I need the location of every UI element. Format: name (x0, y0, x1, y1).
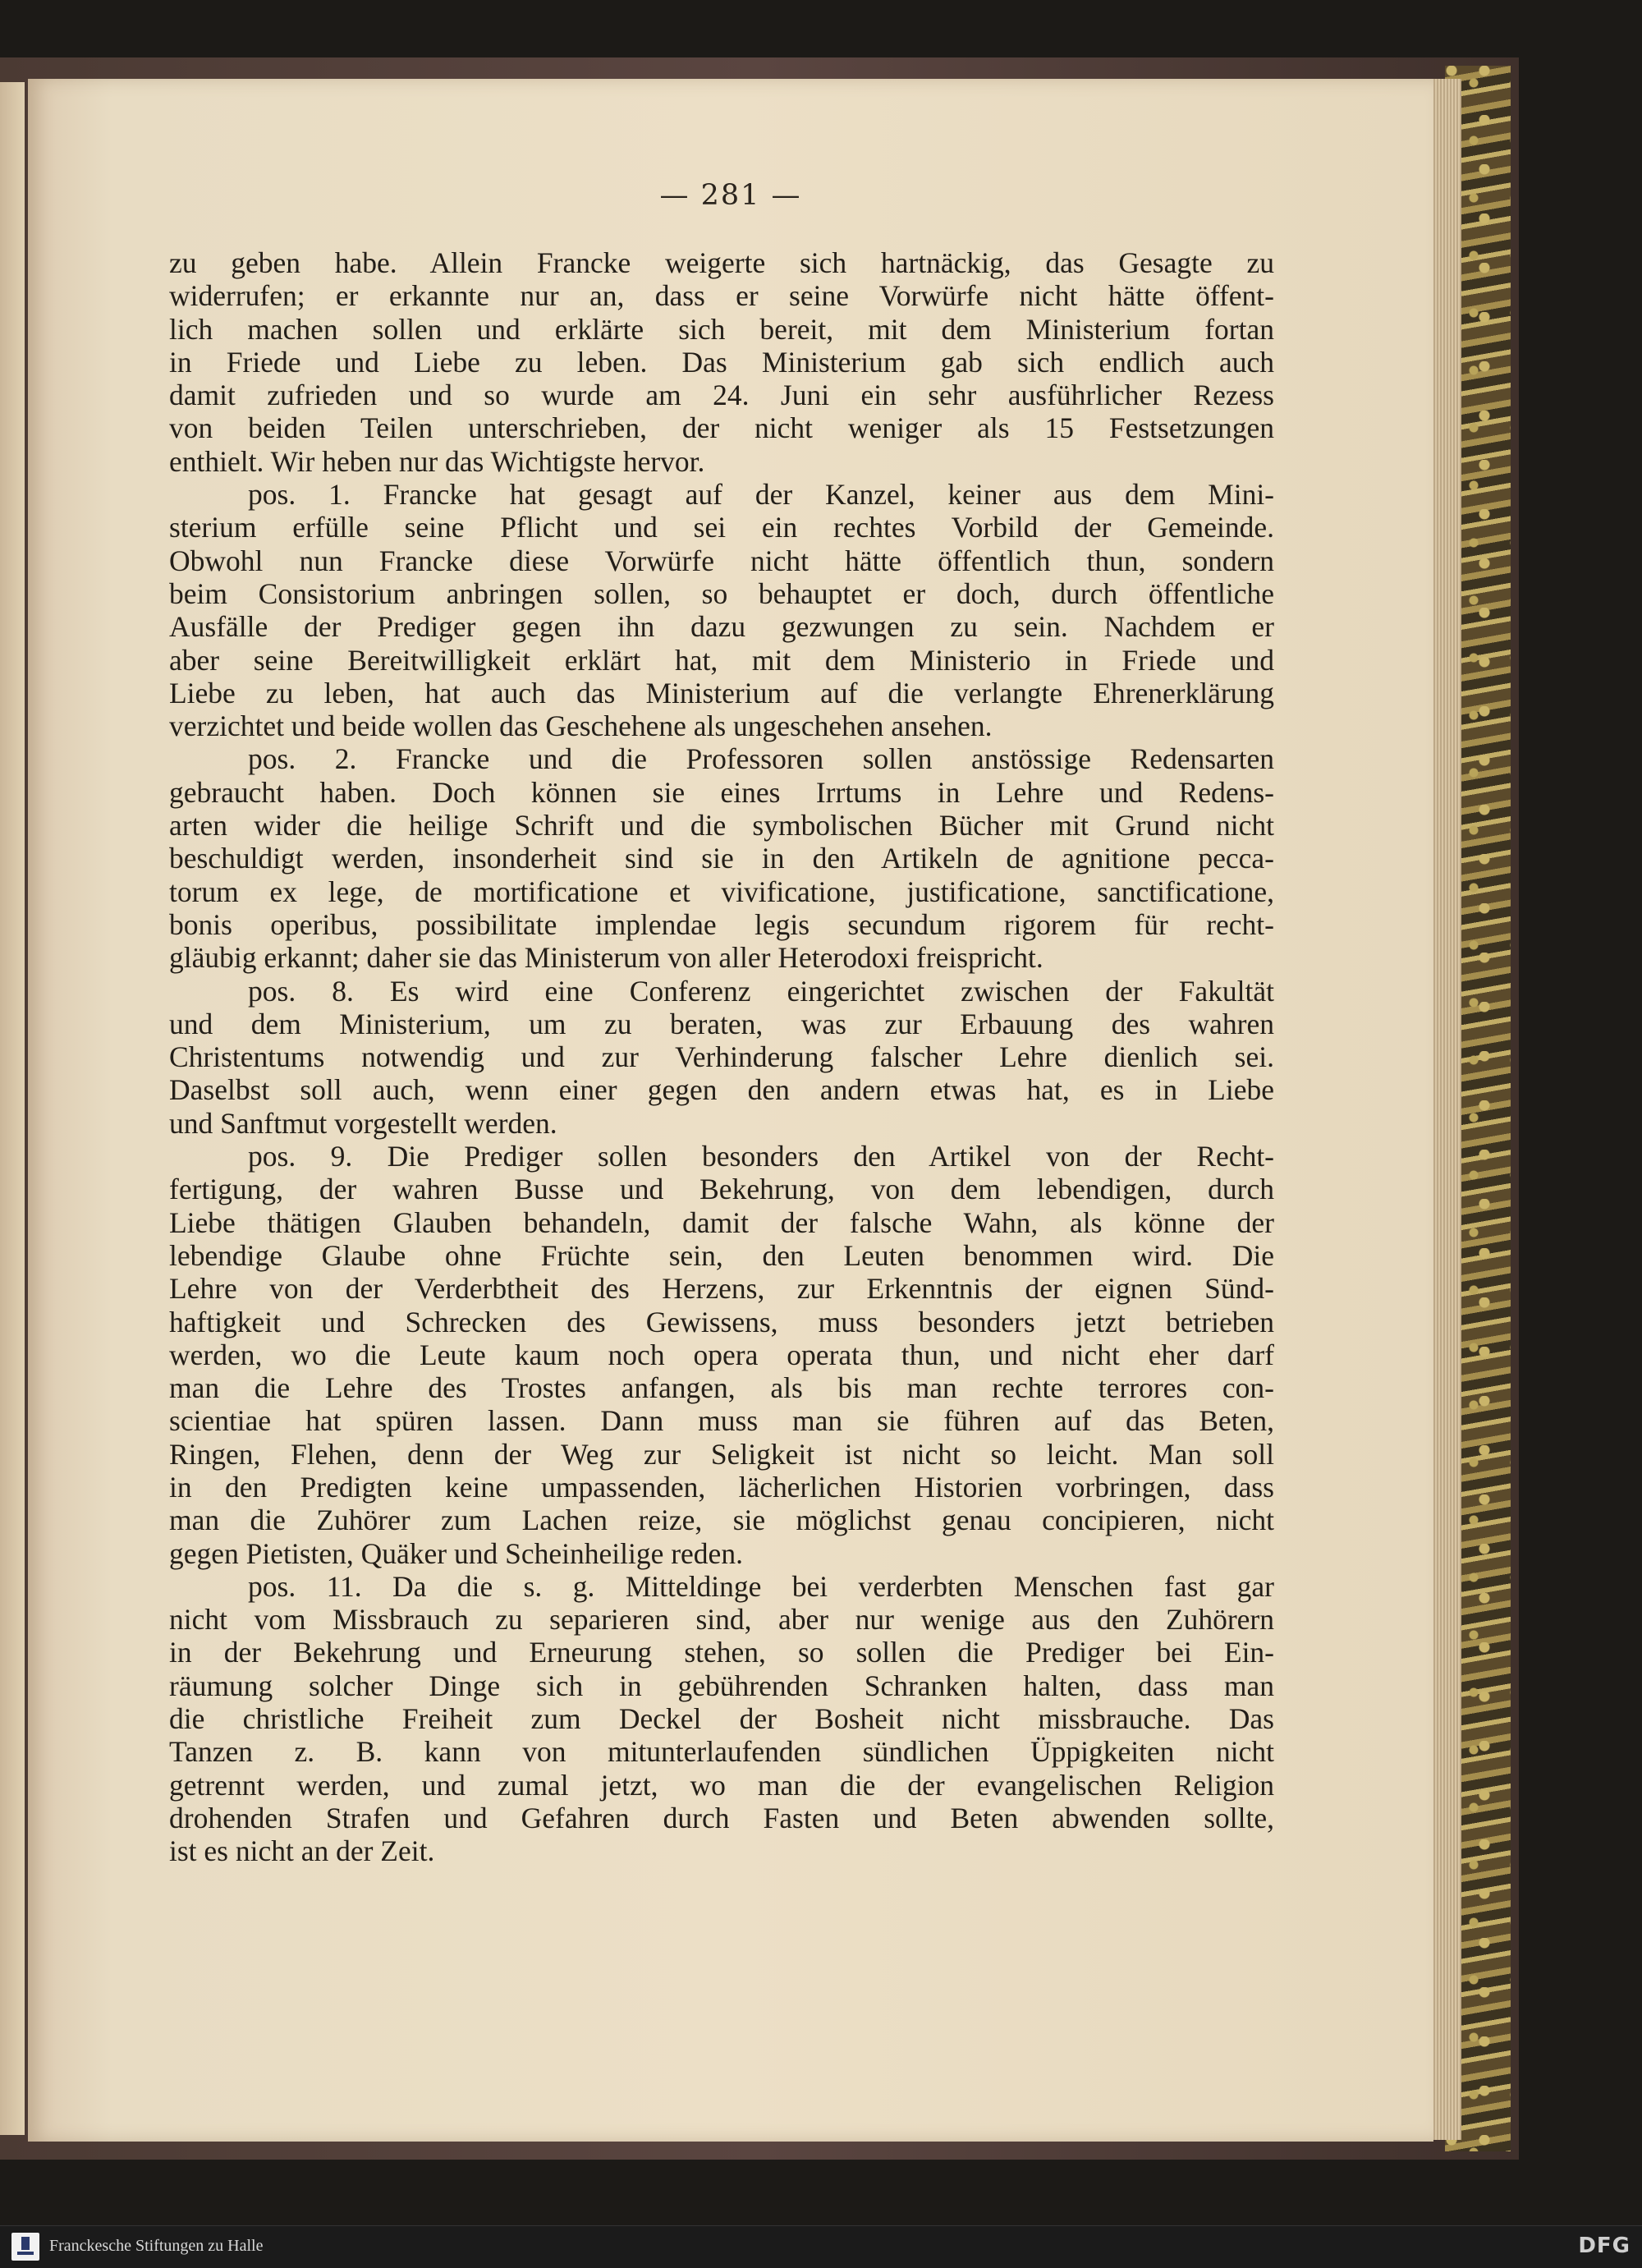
text-line: und dem Ministerium, um zu beraten, was zur Erbauung des wahren (169, 1007, 1274, 1040)
text-line: ist es nicht an der Zeit. (169, 1834, 435, 1868)
text-line: pos. 1. Francke hat gesagt auf der Kanzel, keiner aus dem Mini- (248, 478, 1274, 512)
text-line: pos. 8. Es wird eine Conferenz eingerichtet zwischen der Fakultät (248, 974, 1274, 1008)
text-line: in der Bekehrung und Erneurung stehen, so sollen die Prediger bei Ein- (169, 1636, 1274, 1669)
text-line: gegen Pietisten, Quäker und Scheinheilige reden. (169, 1536, 743, 1570)
text-line: lebendige Glaube ohne Früchte sein, den Leuten benommen wird. Die (169, 1238, 1274, 1272)
text-line: verzichtet und beide wollen das Geschehene als ungeschehen ansehen. (169, 709, 993, 743)
text-line: bonis operibus, possibilitate implendae legis secundum rigorem für recht- (169, 907, 1274, 941)
text-line: zu geben habe. Allein Francke weigerte sich hartnäckig, das Gesagte zu (169, 246, 1274, 279)
text-line: nicht vom Missbrauch zu separieren sind, aber nur wenige aus den Zuhörern (169, 1603, 1274, 1637)
text-line: und Sanftmut vorgestellt werden. (169, 1106, 557, 1140)
text-line: räumung solcher Dinge sich in gebührenden Schranken halten, dass man (169, 1669, 1274, 1702)
text-line: gebraucht haben. Doch können sie eines Irrtums in Lehre und Redens- (169, 775, 1274, 809)
text-line: die christliche Freiheit zum Deckel der Bosheit nicht missbrauche. Das (169, 1702, 1274, 1736)
text-line: Daselbst soll auch, wenn einer gegen den andern etwas hat, es in Liebe (169, 1073, 1274, 1107)
text-line: Christentums notwendig und zur Verhinderung falscher Lehre dienlich sei. (169, 1040, 1274, 1074)
text-line: sterium erfülle seine Pflicht und sei ein rechtes Vorbild der Gemeinde. (169, 511, 1274, 544)
text-line: Lehre von der Verderbtheit des Herzens, zur Erkenntnis der eignen Sünd- (169, 1272, 1274, 1306)
text-block (169, 246, 1274, 1868)
text-line: Tanzen z. B. kann von mitunterlaufenden sündlichen Üppigkeiten nicht (169, 1735, 1274, 1769)
institution-name[interactable]: Franckesche Stiftungen zu Halle (49, 2237, 264, 2255)
text-line: enthielt. Wir heben nur das Wichtigste hervor. (169, 444, 705, 478)
text-line: Liebe thätigen Glauben behandeln, damit der falsche Wahn, als könne der (169, 1205, 1274, 1239)
book-page (28, 79, 1433, 2142)
text-line: getrennt werden, und zumal jetzt, wo man die der evangelischen Religion (169, 1768, 1274, 1802)
text-line: Liebe zu leben, hat auch das Ministerium auf die verlangte Ehrenerklärung (169, 676, 1274, 709)
left-page-edge (0, 82, 25, 2135)
text-line: beschuldigt werden, insonderheit sind sie in den Artikeln de agnitione pecca- (169, 842, 1274, 875)
text-line: Obwohl nun Francke diese Vorwürfe nicht hätte öffentlich thun, sondern (169, 544, 1274, 577)
text-line: man die Lehre des Trostes anfangen, als bis man rechte terrores con- (169, 1371, 1274, 1405)
text-line: in den Predigten keine umpassenden, lächerlichen Historien vorbringen, dass (169, 1470, 1274, 1504)
text-line: widerrufen; er erkannte nur an, dass er seine Vorwürfe nicht hätte öffent- (169, 279, 1274, 313)
text-line: haftigkeit und Schrecken des Gewissens, muss besonders jetzt betrieben (169, 1305, 1274, 1338)
text-line: Ausfälle der Prediger gegen ihn dazu gezwungen zu sein. Nachdem er (169, 610, 1274, 644)
text-line: drohenden Strafen und Gefahren durch Fasten und Beten abwenden sollte, (169, 1801, 1274, 1834)
text-line: fertigung, der wahren Busse und Bekehrung, von dem lebendigen, durch (169, 1173, 1274, 1206)
text-line: torum ex lege, de mortificatione et vivificatione, justificatione, sanctificatione, (169, 875, 1274, 908)
text-line: gläubig erkannt; daher sie das Ministerum von aller Heterodoxi freispricht. (169, 941, 1043, 975)
text-line: beim Consistorium anbringen sollen, so behauptet er doch, durch öffentliche (169, 576, 1274, 610)
text-line: arten wider die heilige Schrift und die symbolischen Bücher mit Grund nicht (169, 809, 1274, 842)
dfg-badge[interactable]: DFG (1578, 2234, 1631, 2258)
text-line: pos. 11. Da die s. g. Mitteldinge bei verderbten Menschen fast gar (248, 1569, 1274, 1603)
page-stack (1429, 79, 1461, 2140)
text-line: Ringen, Flehen, denn der Weg zur Seligkeit ist nicht so leicht. Man soll (169, 1437, 1274, 1471)
text-line: pos. 9. Die Prediger sollen besonders den Artikel von der Recht- (248, 1140, 1274, 1173)
text-line: man die Zuhörer zum Lachen reize, sie möglichst genau concipieren, nicht (169, 1504, 1274, 1537)
viewer-footer (0, 2225, 1642, 2268)
page-number: — 281 — (659, 179, 802, 212)
text-line: damit zufrieden und so wurde am 24. Juni ein sehr ausführlicher Rezess (169, 379, 1274, 412)
text-line: aber seine Bereitwilligkeit erklärt hat, mit dem Ministerio in Friede und (169, 643, 1274, 677)
text-line: von beiden Teilen unterschrieben, der nicht weniger als 15 Festsetzungen (169, 411, 1274, 445)
text-line: scientiae hat spüren lassen. Dann muss man sie führen auf das Beten, (169, 1404, 1274, 1438)
text-line: in Friede und Liebe zu leben. Das Ministerium gab sich endlich auch (169, 345, 1274, 379)
text-line: werden, wo die Leute kaum noch opera operata thun, und nicht eher darf (169, 1338, 1274, 1371)
text-line: pos. 2. Francke und die Professoren sollen anstössige Redensarten (248, 742, 1274, 776)
text-line: lich machen sollen und erklärte sich bereit, mit dem Ministerium fortan (169, 312, 1274, 346)
franckesche-stiftungen-logo-icon[interactable] (11, 2233, 39, 2261)
